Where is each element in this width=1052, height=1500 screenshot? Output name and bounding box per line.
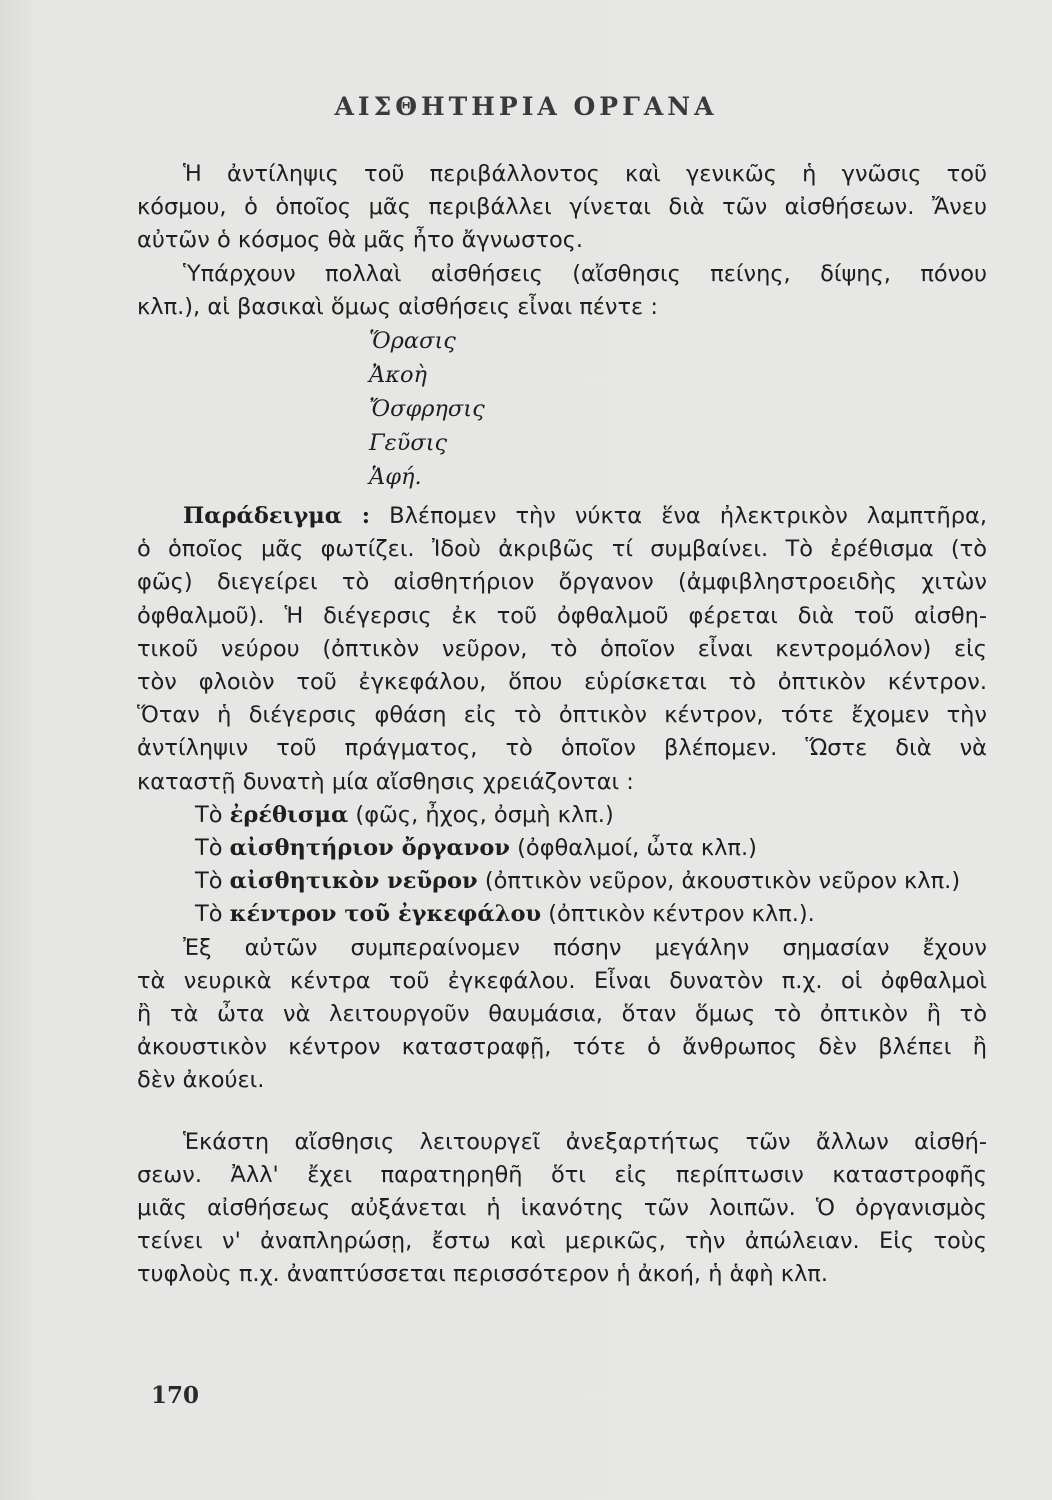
text-line: ἀκουστικὸν κέντρον καταστραφῇ, τότε ὁ ἄνθρωπος δὲν βλέπει ἢ	[137, 1034, 987, 1061]
text-line: κλπ.), αἱ βασικαὶ ὅμως αἰσθήσεις εἶναι πέντε :	[137, 293, 658, 320]
senses-list	[137, 324, 987, 494]
page-title: ΑΙΣΘΗΤΗΡΙΑ ΟΡΓΑΝΑ	[334, 92, 718, 121]
requirement-detail: (ὀφθαλμοί, ὦτα κλπ.)	[517, 835, 757, 862]
requirements-list	[137, 799, 987, 932]
requirement-term: αἰσθητικὸν νεῦρον	[229, 868, 478, 895]
text-line: Ἑκάστη αἴσθησις λειτουργεῖ ἀνεξαρτήτως τῶν ἄλλων αἰσθή-	[183, 1128, 987, 1155]
text-line: καταστῇ δυνατὴ μία αἴσθησις χρειάζονται :	[137, 768, 634, 795]
text-line: μιᾶς αἰσθήσεως αὐξάνεται ἡ ἱκανότης τῶν λοιπῶν. Ὁ ὀργανισμὸς	[137, 1195, 987, 1222]
example-paragraph	[137, 500, 987, 799]
requirement-item	[137, 799, 987, 832]
text-line: τὰ νευρικὰ κέντρα τοῦ ἐγκεφάλου. Εἶναι δυνατὸν π.χ. οἱ ὀφθαλμοὶ	[137, 967, 987, 994]
text-line: ἢ τὰ ὦτα νὰ λειτουργοῦν θαυμάσια, ὅταν ὅμως τὸ ὀπτικὸν ἢ τὸ	[137, 1001, 987, 1028]
sense-smell: Ὄσφρησις	[369, 396, 485, 423]
requirement-item	[137, 832, 987, 865]
text-line	[137, 500, 987, 533]
requirement-prefix: Τὸ	[195, 901, 223, 928]
requirement-term: αἰσθητήριον ὄργανον	[229, 835, 510, 862]
requirement-item	[137, 865, 987, 898]
text-line: τὸν φλοιὸν τοῦ ἐγκεφάλου, ὅπου εὑρίσκεται τὸ ὀπτικὸν κέντρον.	[137, 669, 987, 696]
text-line: φῶς) διεγείρει τὸ αἰσθητήριον ὄργανον (ἀμφιβληστροειδὴς χιτὼν	[137, 569, 987, 596]
requirement-term: κέντρον τοῦ ἐγκεφάλου	[229, 901, 542, 928]
text-line: τείνει ν' ἀναπληρώσῃ, ἔστω καὶ μερικῶς, τὴν ἀπώλειαν. Εἰς τοὺς	[137, 1228, 987, 1255]
text-line: τικοῦ νεύρου (ὀπτικὸν νεῦρον, τὸ ὁποῖον εἶναι κεντρομόλον) εἰς	[137, 635, 987, 662]
text-line: δὲν ἀκούει.	[137, 1067, 265, 1094]
text-line: τυφλοὺς π.χ. ἀναπτύσσεται περισσότερον ἡ ἀκοή, ἡ ἁφὴ κλπ.	[137, 1261, 829, 1288]
page-number: 170	[151, 1382, 200, 1409]
text-line: Ἐξ αὐτῶν συμπεραίνομεν πόσην μεγάλην σημασίαν ἔχουν	[183, 934, 987, 961]
text-line: Ὅταν ἡ διέγερσις φθάση εἰς τὸ ὀπτικὸν κέντρον, τότε ἔχομεν τὴν	[137, 702, 987, 729]
text-line: ἀντίληψιν τοῦ πράγματος, τὸ ὁποῖον βλέπομεν. Ὥστε διὰ νὰ	[137, 735, 987, 762]
paragraph-gap	[137, 1098, 987, 1126]
requirement-detail: (φῶς, ἦχος, ὀσμὴ κλπ.)	[355, 801, 614, 828]
independence-paragraph	[137, 1126, 987, 1292]
text-line: Ὑπάρχουν πολλαὶ αἰσθήσεις (αἴσθησις πείνης, δίψης, πόνου	[183, 260, 987, 287]
text-line: Ἡ ἀντίληψις τοῦ περιβάλλοντος καὶ γενικῶς ἡ γνῶσις τοῦ	[183, 161, 987, 187]
requirement-item	[137, 898, 987, 931]
requirement-prefix: Τὸ	[195, 801, 223, 828]
text-line: αὐτῶν ὁ κόσμος θὰ μᾶς ἦτο ἄγνωστος.	[137, 227, 584, 254]
requirement-detail: (ὀπτικὸν κέντρον κλπ.).	[548, 901, 815, 928]
example-line-text: Βλέπομεν τὴν νύκτα ἕνα ἠλεκτρικὸν λαμπτῆρα,	[389, 503, 987, 530]
example-label: Παράδειγμα :	[183, 503, 371, 530]
intro-paragraph	[137, 158, 987, 324]
sense-touch: Ἁφή.	[369, 464, 422, 491]
requirement-term: ἐρέθισμα	[229, 801, 349, 828]
sense-hearing: Ἀκοὴ	[369, 362, 428, 389]
body-text	[137, 158, 987, 1292]
sense-taste: Γεῦσις	[369, 430, 448, 457]
text-line: κόσμου, ὁ ὁποῖος μᾶς περιβάλλει γίνεται διὰ τῶν αἰσθήσεων. Ἄνευ	[137, 194, 987, 221]
conclusion-paragraph	[137, 932, 987, 1098]
requirement-detail: (ὀπτικὸν νεῦρον, ἀκουστικὸν νεῦρον κλπ.)	[484, 868, 961, 895]
text-line: σεων. Ἀλλ' ἔχει παρατηρηθῆ ὅτι εἰς περίπτωσιν καταστροφῆς	[137, 1161, 987, 1188]
requirement-prefix: Τὸ	[195, 835, 223, 862]
text-line: ὀφθαλμοῦ). Ἡ διέγερσις ἐκ τοῦ ὀφθαλμοῦ φέρεται διὰ τοῦ αἰσθη-	[137, 602, 987, 629]
sense-sight: Ὅρασις	[369, 328, 456, 355]
requirement-prefix: Τὸ	[195, 868, 223, 895]
text-line: ὁ ὁποῖος μᾶς φωτίζει. Ἰδοὺ ἀκριβῶς τί συμβαίνει. Τὸ ἐρέθισμα (τὸ	[137, 536, 987, 563]
